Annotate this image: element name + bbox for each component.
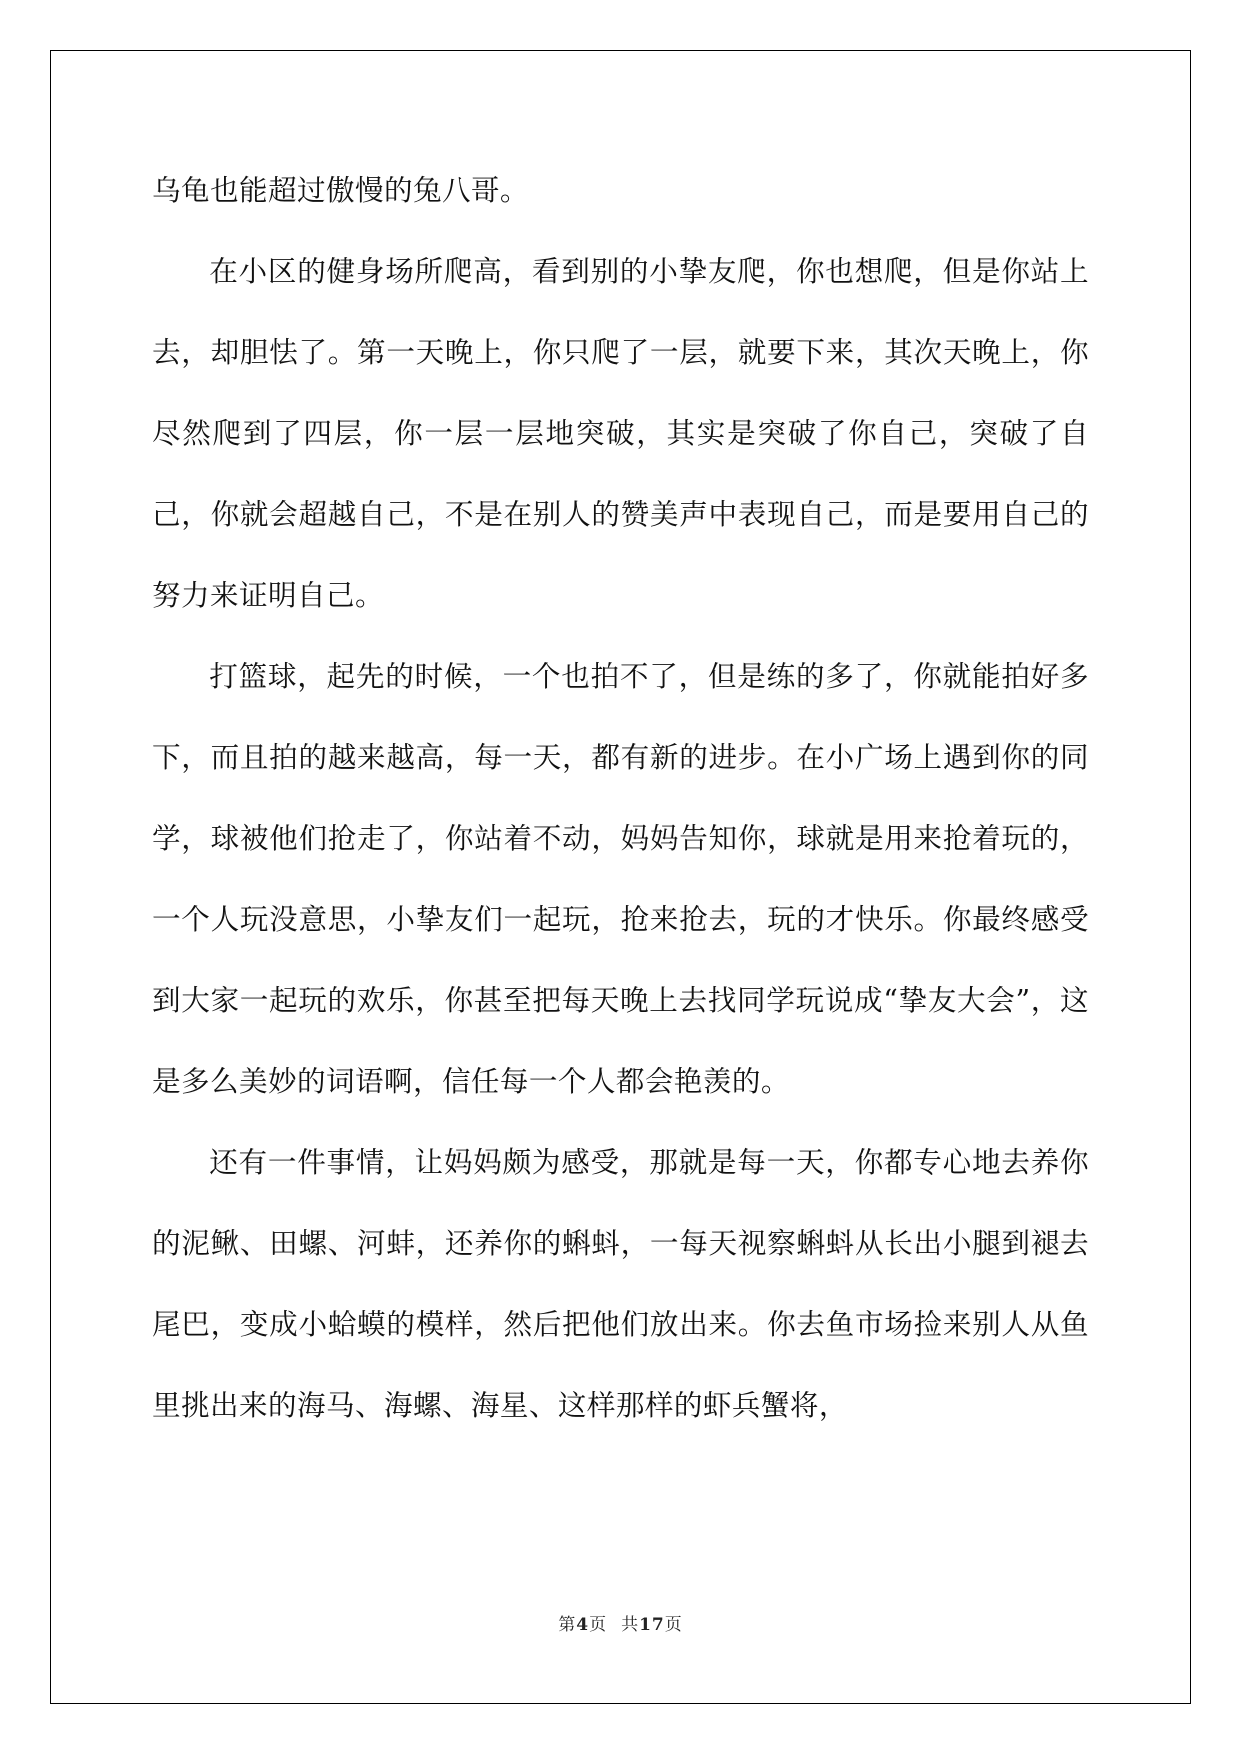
page-footer — [0, 1610, 1241, 1635]
paragraph-1: 乌龟也能超过傲慢的兔八哥。 — [152, 173, 529, 207]
total-suffix: 页 — [664, 1615, 683, 1635]
document-body — [152, 150, 1089, 1446]
paragraph-4: 还有一件事情，让妈妈颇为感受，那就是每一天，你都专心地去养你的泥鳅、田螺、河蚌，还养你的蝌蚪，一每天视察蝌蚪从长出小腿到褪去尾巴，变成小蛤蟆的模样，然后把他们放出来。你去鱼市场捡来别人从鱼里挑出来的海马、海螺、海星、这样那样的虾兵蟹将， — [152, 1145, 1089, 1422]
page-prefix: 第 — [558, 1615, 577, 1635]
paragraph-3: 打篮球，起先的时候，一个也拍不了，但是练的多了，你就能拍好多下，而且拍的越来越高，每一天，都有新的进步。在小广场上遇到你的同学，球被他们抢走了，你站着不动，妈妈告知你，球就是用来抢着玩的，一个人玩没意思，小挚友们一起玩，抢来抢去，玩的才快乐。你最终感受到大家一起玩的欢乐，你甚至把每天晚上去找同学玩说成“挚友大会”，这是多么美妙的词语啊，信任每一个人都会艳羡的。 — [152, 659, 1089, 1098]
total-prefix: 共 — [621, 1615, 640, 1635]
page-suffix: 页 — [589, 1615, 608, 1635]
paragraph-2: 在小区的健身场所爬高，看到别的小挚友爬，你也想爬，但是你站上去，却胆怯了。第一天晚上，你只爬了一层，就要下来，其次天晚上，你尽然爬到了四层，你一层一层地突破，其实是突破了你自己，突破了自己，你就会超越自己，不是在别人的赞美声中表现自己，而是要用自己的努力来证明自己。 — [152, 254, 1089, 612]
total-pages: 17 — [639, 1615, 665, 1635]
page-number: 4 — [576, 1615, 590, 1635]
